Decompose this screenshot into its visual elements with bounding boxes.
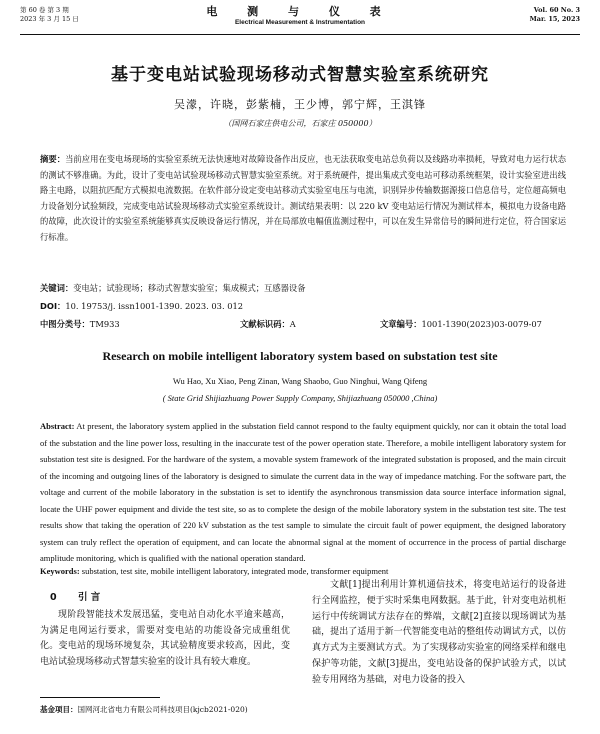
article-no-label: 文章编号： <box>380 319 422 329</box>
affiliation-en: ( State Grid Shijiazhuang Power Supply Company, Shijiazhuang 050000 ,China) <box>162 393 438 403</box>
article-no <box>380 318 542 330</box>
title-cn: 基于变电站试验现场移动式智慧实验室系统研究 <box>111 65 489 85</box>
affiliation-cn: （国网石家庄供电公司，石家庄 050000） <box>223 119 377 128</box>
authors-cn: 吴濛，许晓，彭紫楠，王少博，郭宁辉，王淇锋 <box>174 98 426 111</box>
right-column <box>312 578 566 689</box>
keywords-cn <box>40 282 566 294</box>
header-rule <box>20 34 580 35</box>
header-center <box>20 6 580 27</box>
abstract-en-label: Abstract: <box>40 421 75 431</box>
section-title: 引 言 <box>78 592 101 603</box>
section-heading <box>40 590 290 606</box>
clc <box>40 318 120 330</box>
funding-note <box>40 704 248 715</box>
clc-label: 中图分类号： <box>40 319 90 329</box>
keywords-en <box>40 566 566 576</box>
keywords-en-label: Keywords: <box>40 566 80 576</box>
header-right <box>530 6 580 24</box>
authors-en: Wu Hao, Xu Xiao, Peng Zinan, Wang Shaobo, Guo Ninghui, Wang Qifeng <box>172 376 428 386</box>
intro-paragraph: 现阶段智能技术发展迅猛，变电站自动化水平逾来越高，为满足电网运行要求，需要对变电站的功能设备完成重组优化。变电站的现场环境复杂，其试验精度要求较高，因此，变电站试验现场移动式智慧实验室的设计具有较大难度。 <box>40 609 290 668</box>
abstract-cn-label: 摘要： <box>40 154 66 164</box>
volume-cn: 第 60 卷 第 3 期 <box>20 6 69 14</box>
abstract-cn <box>40 152 566 246</box>
doc-code <box>240 318 296 330</box>
date-cn: 2023 年 3 月 15 日 <box>20 15 79 23</box>
doc-code-text: A <box>289 319 296 329</box>
volume-en: Vol. 60 No. 3 <box>533 6 580 14</box>
section-number: 0 <box>50 592 57 603</box>
doc-code-label: 文献标识码： <box>240 319 290 329</box>
abstract-cn-text: 当前应用在变电场现场的实验室系统无法快速地对故障设备作出反应，也无法获取变电站总负荷以及线路功率损耗，导致对电力运行状态的测试不够准确。为此，设计了变电站试验现场移动式智慧实验室系统。对于系统硬件，提出集成式变电站可移动系统框架，设计实验室进出线路主电路，以阻抗匹配方式模拟电流数据。在软件部分设定变电站移动式实验室电压与电流，识别异步传输数据源接口信息信号，定位超高频电力设备划分试验频段，完成变电站试验现场移动式实验室系统设计。测试结果表明：以 220 kV 变电站运行情况为测试样本，模拟电力设备电路的故障，此次设计的实验室系统能够真实反映设备运行情况，并在局部放电幅值监测过程中，可以在发生异常信号的瞬间进行定位，符合国家运行标准。 <box>40 154 566 242</box>
keywords-cn-text: 变电站；试验现场；移动式智慧实验室；集成模式；互感器设备 <box>73 283 306 293</box>
doi-text: 10. 19753/j. issn1001-1390. 2023. 03. 012 <box>65 301 244 311</box>
left-column <box>40 590 290 671</box>
abstract-en-text: At present, the laboratory system applied in the substation field cannot respond to the faulty equipment quickly, nor can it obtain the total load of the substation and the line power loss, resulting in the inaccurate test of the power operation state. Therefore, a mobile intelligent laboratory system for substation test site is designed. For the hardware of the system, a movable system framework of the integrated substation is proposed, and the main circuit of the incoming and outgoing lines of the laboratory is designed to simulate the current data in the way of impedance matching. For the software part, the voltage and current of the mobile laboratory in the substation is set to identify the asynchronous transmission data source interface information signal, locate the UHF power equipment and divide the test site, so as to complete the design of the mobile laboratory system in the substation test site. The test results show that taking the operation of 220 kV substation as the test sample to simulate the circuit fault of power equipment, the designed laboratory system can truly reflect the operation of equipment, and can locate the abnormal signal at the moment of occurrence in the process of partial discharge amplitude monitoring, which is qualified with the national operation standard. <box>40 421 566 563</box>
doi-line <box>40 300 566 312</box>
keywords-en-text: substation, test site, mobile intelligent laboratory, integrated mode, transformer equipment <box>79 566 389 576</box>
keywords-cn-label: 关键词： <box>40 283 74 293</box>
date-en: Mar. 15, 2023 <box>529 15 580 23</box>
funding-text: 国网河北省电力有限公司科技项目(kjcb2021-020) <box>77 705 248 714</box>
article-no-text: 1001-1390(2023)03-0079-07 <box>421 319 542 329</box>
right-paragraph: 文献[1]提出利用计算机通信技术，将变电站运行的设备进行全网监控，便于实时采集电网数据。基于此，针对变电站机柜运行中传统调试方法存在的弊端，文献[2]直接以现场调试为基础，提出了适用于新一代智能变电站的整组传动调试方式，以仿真方式为主要测试方式。为了实现移动实验室的网络采样和继电保护等功能，文献[3]提出，变电站设备的保护试验方式，以试验专用网络为基础，对电力设备的投入 <box>312 580 566 685</box>
clc-text: TM933 <box>89 319 120 329</box>
doi-label: DOI： <box>40 301 66 311</box>
journal-name-en: Electrical Measurement & Instrumentation <box>234 19 366 26</box>
funding-label: 基金项目： <box>40 705 78 714</box>
journal-name-cn: 电 测 与 仪 表 <box>206 5 394 18</box>
classification-line <box>40 318 566 330</box>
footnote-rule <box>40 697 160 698</box>
abstract-en <box>40 418 566 567</box>
title-en: Research on mobile intelligent laboratory system based on substation test site <box>102 349 498 363</box>
